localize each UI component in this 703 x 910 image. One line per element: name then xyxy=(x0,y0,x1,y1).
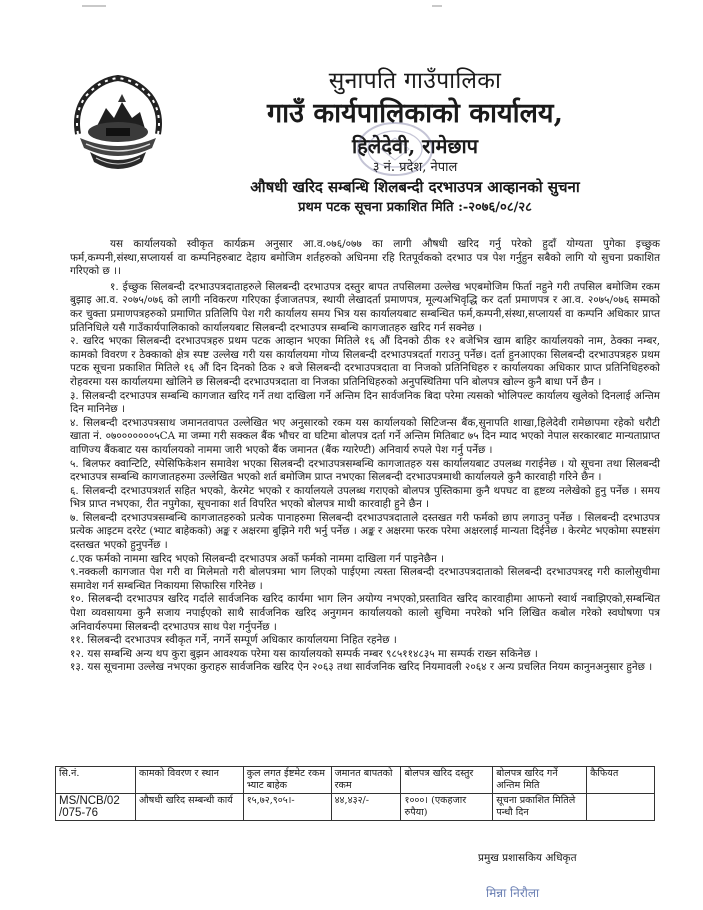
handwritten-signature: मिन्ना निरौला xyxy=(486,886,540,900)
condition-item: १. ईच्छुक सिलबन्दी दरभाउपत्रदाताहरुले सिलबन्दी दरभाउपत्र दस्तुर बापत तपसिलमा उल्लेख भएबमोजिम फिर्ता नहुने गरी तपसिल बमोजिम रकम बुझाइ आ.व. २०७५/०७६ को लागी नविकरण गरिएका ईजाजतपत्र, स्थायी लेखादर्ता प्रमाणपत्र, मूल्यअभिवृद्धि कर दर्ता प्रमाणपत्र र आ.व. २०७५/०७६ सम्मको कर चुक्ता प्रमाणपत्रहरुको प्रमाणित प्रतिलिपि पेश गरी कार्यालय समय भित्र यस कार्यालयबाट सम्बन्धित फर्म,कम्पनी,संस्था,सप्लायर्स वा कम्पनि अधिकार प्राप्त प्रतिनिधिले यसै गाउँकार्यपालिकाको कार्यालयबाट सिलबन्दी दरभाउपत्र सम्बन्धि कागजातहरु खरिद गर्न सक्नेछ । xyxy=(70,280,660,334)
notice-title: औषधी खरिद सम्बन्धि शिलबन्दी दरभाउपत्र आव्हानको सुचना xyxy=(250,178,580,196)
signatory-title: प्रमुख प्रशासकिय अधिकृत xyxy=(478,852,577,864)
condition-item: २. खरिद भएका सिलबन्दी दरभाउपत्रहरु प्रथम पटक आव्हान भएका मितिले १६ औं दिनको ठीक १२ बजेभित्र खाम बाहिर कार्यालयको नाम, ठेक्का नम्बर, कामको विवरण र ठेक्काको क्षेत्र स्पष्ट उल्लेख गरी यस कार्यालयमा गोप्य सिलबन्दी दरभाउपत्रदर्ता गराउनु पर्नेछ। दर्ता हुनआएका सिलबन्दी दरभाउपत्रहरु प्रथम पटक सूचना प्रकाशित मितिले १६ औं दिन दिनको ठिक २ बजे सिलबन्दी दरभाउपत्रदाता वा निजको प्रतिनिधिहरु र कार्यालयका अधिकार प्राप्त प्रतिनिधिहरुको रोहवरमा यस कार्यालयमा खोलिने छ सिलबन्दी दरभाउपत्रदाता वा निजका प्रतिनिधिहरुको अनुपस्थितिमा पनि बोलपत्र खोल्न कुनै बाधा पर्ने छैन । xyxy=(70,335,660,388)
column-header: जमानत बापतको रकम xyxy=(331,767,401,794)
table-row xyxy=(56,794,655,821)
office-location: हिलेदेवी, रामेछाप xyxy=(351,134,479,158)
table-cell xyxy=(587,794,655,821)
table-header-row xyxy=(56,767,655,794)
column-header: बोलपत्र खरिद दस्तुर xyxy=(401,767,493,794)
intro-paragraph: यस कार्यालयको स्वीकृत कार्यक्रम अनुसार आ.व.०७६/०७७ का लागी औषधी खरिद गर्नु परेको हुदाँ योग्यता पुगेका इच्छुक फर्म,कम्पनी,संस्था,सप्लायर्स वा कम्पनिहरुबाट देहाय बमोजिम शर्तहरुको अधिनमा रहि रितपूर्वकको दरभाउ पत्र पेश गर्नुहुन सबैको लागि यो सुचना प्रकाशित गरिएको छ ।। xyxy=(70,238,660,278)
scan-mark xyxy=(432,5,442,7)
scan-mark xyxy=(82,5,106,7)
condition-item: ११. सिलबन्दी दरभाउपत्र स्वीकृत गर्ने, नगर्ने सम्पूर्ण अधिकार कार्यालयमा निहित रहनेछ । xyxy=(70,634,397,647)
condition-item: १२. यस सम्बन्धि अन्य थप कुरा बुझन आवश्यक परेमा यस कार्यालयको सम्पर्क नम्बर ९८५११४८३५ मा सम्पर्क राख्न सकिनेछ । xyxy=(70,647,538,660)
condition-item: ७. सिलबन्दी दरभाउपत्रसम्बन्धि कागजातहरुको प्रत्येक पानाहरुमा सिलबन्दी दरभाउपत्रदाताले दस्तखत गरी फर्मको छाप लगाउनु पर्नेछ । सिलबन्दी दरभाउपत्र प्रत्येक आइटम दररेट (भ्याट बाहेकको) अङ्क र अक्षरमा बुझिने गरी भर्नु पर्नेछ । अङ्क र अक्षरमा फरक परेमा अक्षरलाई मान्यता दिईनेछ । केरमेट भएकोमा स्पष्टसंग दस्तखत भएको हुनुपर्नेछ । xyxy=(70,511,660,552)
column-header: कैफियत xyxy=(587,767,655,794)
notice-body xyxy=(70,238,660,675)
condition-item: ३. सिलबन्दी दरभाउपत्र सम्बन्धि कागजात खरिद गर्ने तथा दाखिला गर्ने अन्तिम दिन सार्वजनिक बिदा परेमा त्यसको भोलिपल्ट कार्यालय खुलेको दिनलाई अन्तिम दिन मानिनेछ । xyxy=(70,389,660,416)
table-cell: ४४,४३२/- xyxy=(331,794,401,821)
condition-item: ४. सिलबन्दी दरभाउपत्रसाथ जमानतवापत उल्लेखित भए अनुसारको रकम यस कार्यालयको सिटिजन्स बैंक,सुनापति शाखा,हिलेदेवी रामेछापमा रहेको धरौटी खाता नं. ०७०००००००५CA मा जम्मा गरी सक्कल बैंक भौचर वा घटिमा बोलपत्र दर्ता गर्ने अन्तिम मितिबाट ७५ दिन म्याद भएको नेपाल सरकारबाट मान्यताप्राप्त वाणिज्य बैंकबाट यस कार्यालयको नाममा जारी भएको बैंक जमानत (बैंक ग्यारेण्टी) अनिवार्य रुपले पेश गर्नु पर्नेछ । xyxy=(70,416,660,456)
condition-item: १३. यस सूचनामा उल्लेख नभएका कुराहरु सार्वजनिक खरिद ऐन २०६३ तथा सार्वजनिक खरिद नियमावली २०६४ र अन्य प्रचलित नियम कानुनअनुसार हुनेछ । xyxy=(70,661,653,674)
condition-item: ८.एक फर्मको नाममा खरिद भएको सिलबन्दी दरभाउपत्र अर्को फर्मको नाममा दाखिला गर्न पाइनेछैन । xyxy=(70,552,445,565)
table-cell: औषधी खरिद सम्बन्धी कार्य xyxy=(135,794,243,821)
condition-item: ५. बिलफर क्वान्टिटि, स्पेसिफिकेशन समावेश भएका सिलबन्दी दरभाउपत्रसम्बन्धि कागजातहरु यस कार्यालयबाट उपलब्ध गराईनेछ । यो सूचना तथा सिलबन्दी दरभाउपत्र सम्बन्धि कागजातहरुमा उल्लेखित भएको शर्त बमोजिम प्राप्त नभएका सिलबन्दी दरभाउपत्रमाथी कार्यालयले कुनै कारवाही गरिने छैन । xyxy=(70,457,660,484)
office-stamp-icon xyxy=(355,120,435,178)
municipality-name: सुनापति गाउँपालिका xyxy=(328,68,502,94)
condition-item: ६. सिलबन्दी दरभाउपत्रशर्त सहित भएको, केरमेट भएको र कार्यालयले उपलब्ध गराएको बोलपत्र पुस्तिकामा कुनै थपघट वा हृष्टव्य नलेखेको हुनु पर्नेछ । समय भित्र प्राप्त नभएका, रीत नपुगेका, सूचनाका शर्त विपरित भएको बोलपत्र माथी कारवाही हुने छैन । xyxy=(70,484,660,511)
column-header: बोलपत्र खरिद गर्ने अन्तिम मिति xyxy=(493,767,587,794)
condition-item: १०. सिलबन्दी दरभाउपत्र खरिद गर्दाले सार्वजनिक खरिद कार्यमा भाग लिन अयोग्य नभएको,प्रस्तावित खरिद कारवाहीमा आफनो स्वार्थ नबाझिएको,सम्बन्धित पेशा व्यवसायमा कुनै सजाय नपाईएको साथै सार्वजनिक खरिद अनुगमन कार्यालयको कालो सुचिमा नपरेको भनि लिखित कबोल गरेको स्वघोषणा पत्र अनिवार्यरुपमा सिलबन्दी दरभाउपत्र साथ पेश गर्नुपर्नेछ । xyxy=(70,593,660,633)
table-cell: सूचना प्रकाशित मितिले पन्धौ दिन xyxy=(493,794,587,821)
condition-item: ९.नक्कली कागजात पेश गरी वा मिलेमतो गरी बोलपत्रमा भाग लिएको पाईएमा त्यस्ता सिलबन्दी दरभाउपत्रदाताको सिलबन्दी दरभाउपत्ररद्द गरी कालोसुचीमा समावेश गर्न सम्बन्धित निकायमा सिफारिस गरिनेछ । xyxy=(70,566,660,592)
column-header: कामको विवरण र स्थान xyxy=(135,767,243,794)
table-cell: MS/NCB/02 /075-76 xyxy=(56,794,136,821)
province-line: ३ नं. प्रदेश, नेपाल xyxy=(372,160,458,175)
table-cell: १५,७२,९०५।- xyxy=(243,794,331,821)
column-header: कुल लगत ईष्टमेट रकम भ्याट बाहेक xyxy=(243,767,331,794)
publish-date-line: प्रथम पटक सूचना प्रकाशित मिति :-२०७६/०८/२८ xyxy=(298,200,532,215)
column-header: सि.नं. xyxy=(56,767,136,794)
office-name: गाउँ कार्यपालिकाको कार्यालय, xyxy=(266,98,563,129)
nepal-emblem-icon xyxy=(60,72,176,180)
table-cell: १०००। (एकहजार रुपैया) xyxy=(401,794,493,821)
tender-table xyxy=(55,766,655,821)
